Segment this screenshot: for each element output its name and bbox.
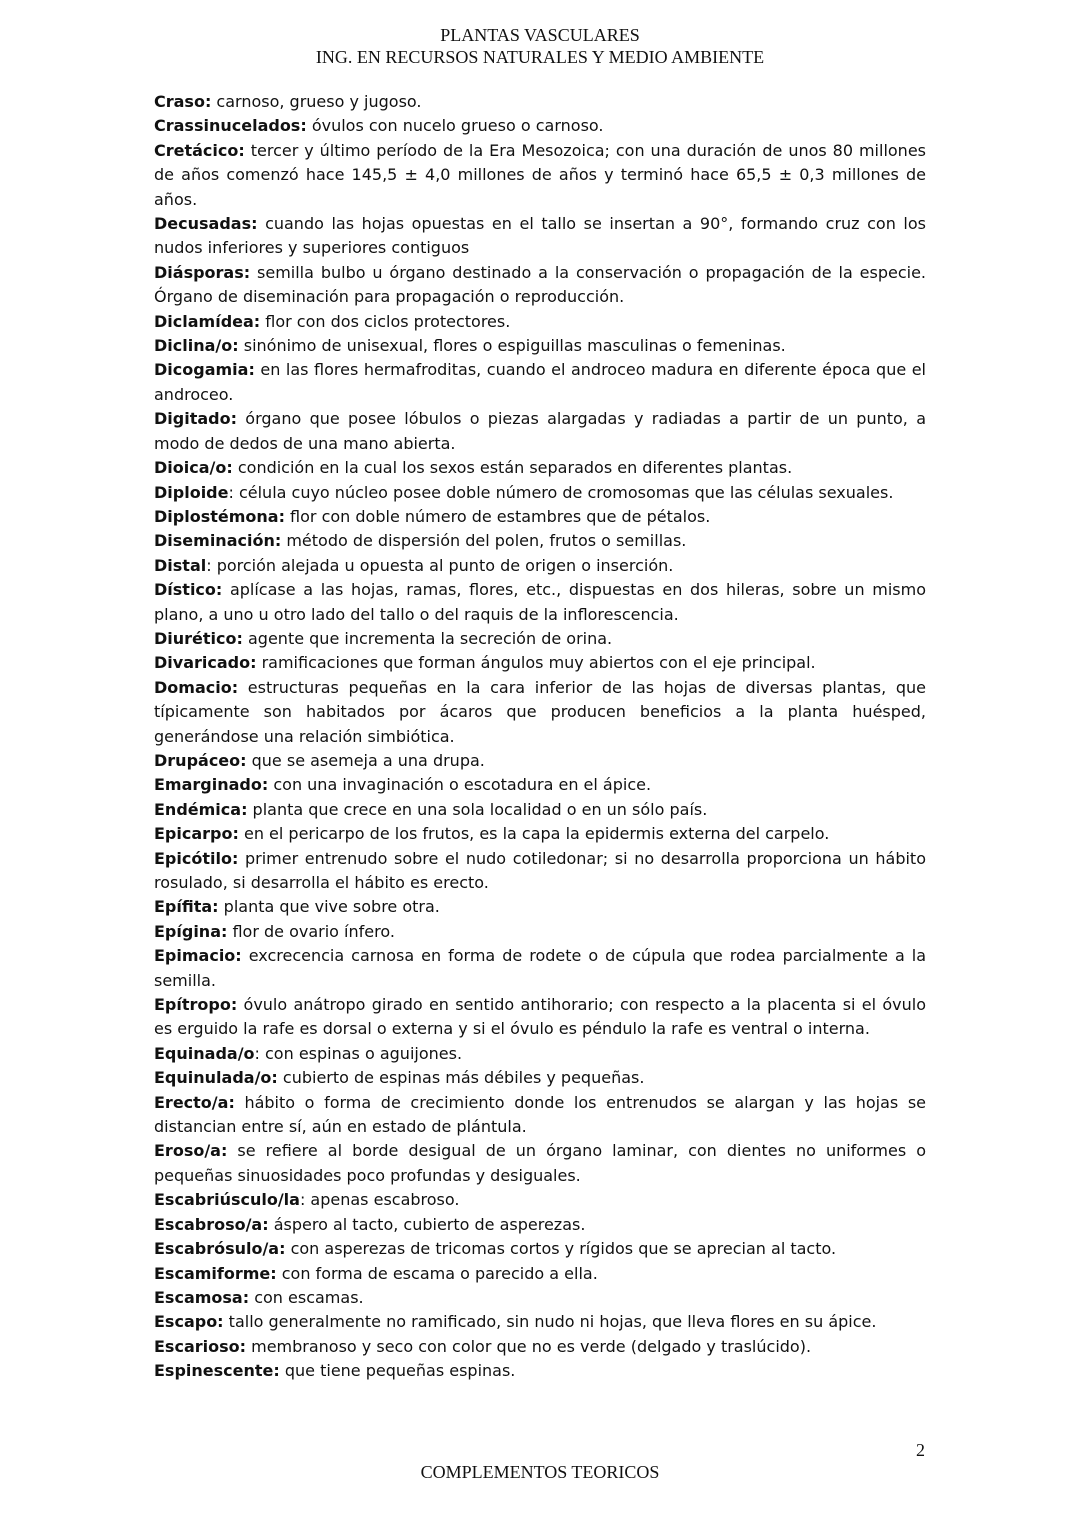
glossary-term: Escabriúsculo/la	[154, 1190, 300, 1210]
glossary-term: Epítropo:	[154, 995, 238, 1015]
glossary-definition: : célula cuyo núcleo posee doble número de cromosomas que las células sexuales.	[228, 482, 894, 502]
glossary-term: Emarginado:	[154, 775, 269, 795]
glossary-term: Digitado:	[154, 409, 237, 429]
glossary-term: Drupáceo:	[154, 750, 247, 770]
glossary-term: Escabroso/a:	[154, 1214, 269, 1234]
glossary-entry	[154, 1091, 926, 1140]
glossary-definition: sinónimo de unisexual, flores o espiguillas masculinas o femeninas.	[238, 336, 786, 356]
glossary-definition: planta que crece en una sola localidad o en un sólo país.	[247, 799, 708, 819]
glossary-entry	[154, 847, 926, 896]
glossary-term: Epífita:	[154, 897, 219, 917]
glossary-entry	[154, 358, 926, 407]
glossary-term: Diclamídea:	[154, 311, 261, 331]
glossary-entry	[154, 139, 926, 212]
glossary-term: Cretácico:	[154, 140, 245, 160]
glossary-definition: método de dispersión del polen, frutos o semillas.	[281, 531, 687, 551]
glossary-definition: se refiere al borde desigual de un órgano laminar, con dientes no uniformes o pequeñas sinuosidades poco profundas y desiguales.	[154, 1141, 926, 1185]
glossary-term: Dicogamia:	[154, 360, 255, 380]
glossary-entry	[154, 1359, 926, 1383]
glossary-entry	[154, 334, 926, 358]
glossary-definition: que se asemeja a una drupa.	[246, 750, 485, 770]
glossary-definition: estructuras pequeñas en la cara inferior de las hojas de diversas plantas, que típicamente son habitados por ácaros que producen beneficios a la planta huésped, generándose una relación simbiótica.	[154, 677, 926, 746]
glossary-entry	[154, 407, 926, 456]
glossary-definition: aplícase a las hojas, ramas, flores, etc., dispuestas en dos hileras, sobre un mismo plano, a uno u otro lado del tallo o del raquis de la inflorescencia.	[154, 580, 926, 624]
glossary-definition: que tiene pequeñas espinas.	[279, 1361, 516, 1381]
glossary-term: Domacio:	[154, 677, 239, 697]
glossary-entry	[154, 114, 926, 138]
glossary-definition: con escamas.	[249, 1287, 364, 1307]
glossary-term: Equinada/o	[154, 1043, 255, 1063]
glossary-entry	[154, 798, 926, 822]
glossary-entry	[154, 1335, 926, 1359]
glossary-definition: flor con dos ciclos protectores.	[260, 311, 511, 331]
glossary-definition: ramificaciones que forman ángulos muy abiertos con el eje principal.	[256, 653, 816, 673]
glossary-definition: carnoso, grueso y jugoso.	[211, 92, 422, 111]
glossary-term: Espinescente:	[154, 1361, 280, 1381]
glossary-definition: tercer y último período de la Era Mesozoica; con una duración de unos 80 millones de años comenzó hace 145,5 ± 4,0 millones de años y terminó hace 65,5 ± 0,3 millones de años.	[154, 140, 926, 209]
glossary-entry	[154, 676, 926, 749]
glossary-term: Dioica/o:	[154, 458, 233, 478]
glossary-entry	[154, 895, 926, 919]
glossary-entry	[154, 261, 926, 310]
glossary-definition: flor con doble número de estambres que de pétalos.	[284, 506, 711, 526]
glossary-entry	[154, 529, 926, 553]
glossary-term: Diurético:	[154, 628, 243, 648]
glossary-entry	[154, 1188, 926, 1212]
glossary-term: Diplostémona:	[154, 506, 285, 526]
glossary-entry	[154, 90, 926, 114]
glossary-entry	[154, 627, 926, 651]
glossary-term: Divaricado:	[154, 653, 257, 673]
glossary-definition: en el pericarpo de los frutos, es la capa la epidermis externa del carpelo.	[238, 824, 830, 844]
glossary-definition: cubierto de espinas más débiles y pequeñas.	[277, 1068, 645, 1088]
glossary-term: Diásporas:	[154, 262, 251, 282]
glossary-term: Epicótilo:	[154, 848, 239, 868]
glossary-entry	[154, 1262, 926, 1286]
glossary-entry	[154, 1066, 926, 1090]
glossary-entry	[154, 310, 926, 334]
glossary-definition: excrecencia carnosa en forma de rodete o de cúpula que rodea parcialmente a la semilla.	[154, 946, 926, 990]
glossary-term: Diploide	[154, 482, 229, 502]
glossary-entry	[154, 920, 926, 944]
glossary-entry	[154, 481, 926, 505]
glossary-entry	[154, 505, 926, 529]
glossary-definition: agente que incrementa la secreción de orina.	[242, 628, 613, 648]
glossary-definition: planta que vive sobre otra.	[218, 897, 440, 917]
glossary-entry	[154, 1139, 926, 1188]
glossary-entry	[154, 1213, 926, 1237]
glossary-entry	[154, 822, 926, 846]
glossary-term: Escamosa:	[154, 1287, 250, 1307]
glossary-term: Escamiforme:	[154, 1263, 277, 1283]
glossary-term: Diseminación:	[154, 531, 282, 551]
glossary-entry	[154, 993, 926, 1042]
glossary-term: Decusadas:	[154, 214, 258, 234]
glossary-term: Dístico:	[154, 580, 223, 600]
glossary-definition: : apenas escabroso.	[299, 1190, 460, 1210]
glossary-term: Eroso/a:	[154, 1141, 228, 1161]
glossary-entry	[154, 944, 926, 993]
glossary-term: Craso:	[154, 92, 212, 111]
glossary-entry	[154, 456, 926, 480]
glossary-term: Escapo:	[154, 1312, 224, 1332]
glossary-entry	[154, 1286, 926, 1310]
glossary-entry	[154, 1042, 926, 1066]
glossary-entry	[154, 773, 926, 797]
glossary-definition: : con espinas o aguijones.	[254, 1043, 463, 1063]
header-title: PLANTAS VASCULARES	[440, 25, 640, 45]
glossary-definition: con asperezas de tricomas cortos y rígidos que se aprecian al tacto.	[285, 1239, 837, 1259]
glossary-definition: óvulos con nucelo grueso o carnoso.	[306, 116, 604, 136]
glossary-definition: óvulo anátropo girado en sentido antihorario; con respecto a la placenta si el óvulo es erguido la rafe es dorsal o externa y si el óvulo es péndulo la rafe es ventral o interna.	[154, 995, 926, 1039]
glossary-term: Endémica:	[154, 799, 248, 819]
glossary-definition: en las flores hermafroditas, cuando el androceo madura en diferente época que el androceo.	[154, 360, 926, 404]
glossary-definition: con una invaginación o escotadura en el ápice.	[268, 775, 652, 795]
glossary-definition: áspero al tacto, cubierto de asperezas.	[268, 1214, 586, 1234]
glossary-term: Escabrósulo/a:	[154, 1239, 286, 1259]
glossary-entry	[154, 1310, 926, 1334]
glossary-term: Epígina:	[154, 921, 228, 941]
glossary-definition: primer entrenudo sobre el nudo cotiledonar; si no desarrolla proporciona un hábito rosulado, si desarrolla el hábito es erecto.	[154, 848, 926, 892]
glossary-term: Erecto/a:	[154, 1092, 235, 1112]
glossary-entry	[154, 749, 926, 773]
glossary-term: Crassinucelados:	[154, 116, 307, 136]
glossary-definition: con forma de escama o parecido a ella.	[276, 1263, 598, 1283]
glossary-entry	[154, 554, 926, 578]
glossary-entry	[154, 1237, 926, 1261]
glossary-definition: órgano que posee lóbulos o piezas alargadas y radiadas a partir de un punto, a modo de dedos de una mano abierta.	[154, 409, 926, 453]
glossary-definition: condición en la cual los sexos están separados en diferentes plantas.	[232, 458, 793, 478]
header-subtitle: ING. EN RECURSOS NATURALES Y MEDIO AMBIENTE	[315, 47, 765, 67]
glossary-term: Escarioso:	[154, 1336, 247, 1356]
glossary-term: Epimacio:	[154, 946, 242, 966]
glossary-list	[154, 90, 926, 1384]
page-header	[0, 24, 1080, 68]
glossary-entry	[154, 651, 926, 675]
glossary-term: Epicarpo:	[154, 824, 239, 844]
glossary-definition: : porción alejada u opuesta al punto de origen o inserción.	[206, 555, 674, 575]
glossary-term: Distal	[154, 555, 207, 575]
glossary-entry	[154, 578, 926, 627]
page-footer: COMPLEMENTOS TEORICOS	[420, 1462, 660, 1482]
glossary-entry	[154, 212, 926, 261]
glossary-definition: membranoso y seco con color que no es verde (delgado y traslúcido).	[246, 1336, 812, 1356]
glossary-definition: tallo generalmente no ramificado, sin nudo ni hojas, que lleva flores en su ápice.	[223, 1312, 877, 1332]
glossary-definition: cuando las hojas opuestas en el tallo se insertan a 90°, formando cruz con los nudos inferiores y superiores contiguos	[154, 214, 926, 258]
page-number: 2	[916, 1440, 925, 1460]
glossary-term: Equinulada/o:	[154, 1068, 278, 1088]
glossary-definition: flor de ovario ínfero.	[227, 921, 395, 941]
glossary-definition: hábito o forma de crecimiento donde los entrenudos se alargan y las hojas se distancian entre sí, aún en estado de plántula.	[154, 1092, 926, 1137]
glossary-definition: semilla bulbo u órgano destinado a la conservación o propagación de la especie. Órgano de diseminación para propagación o reproducción.	[154, 262, 926, 307]
glossary-term: Diclina/o:	[154, 336, 239, 356]
